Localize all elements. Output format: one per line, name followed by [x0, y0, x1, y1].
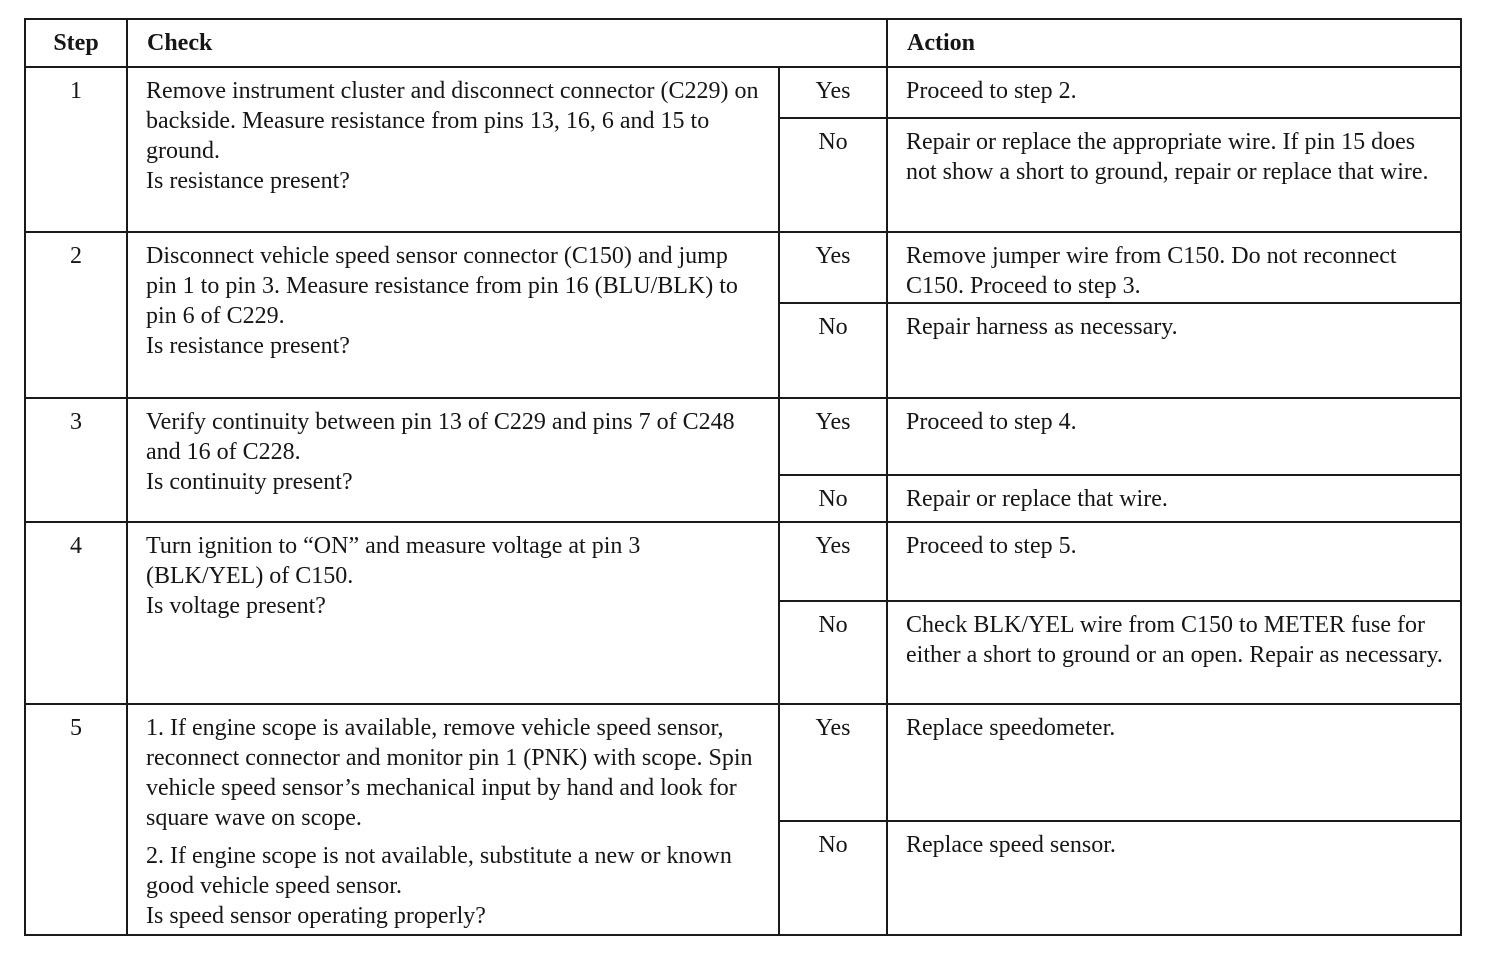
- yes-action: Replace speedometer.: [887, 704, 1461, 821]
- check-question: Is voltage present?: [146, 593, 326, 619]
- check-text-paragraph-1: 1. If engine scope is available, remove vehicle speed sensor, reconnect connector and monitor pin 1 (PNK) with scope. Spin vehicle speed sensor’s mechanical input by hand and look for square wave on scope.: [146, 715, 753, 831]
- header-check: Check: [127, 19, 887, 67]
- check-text: Remove instrument cluster and disconnect connector (C229) on backside. Measure resistance from pins 13, 16, 6 and 15 to ground.: [146, 78, 759, 164]
- check-text: Turn ignition to “ON” and measure voltage at pin 3 (BLK/YEL) of C150.: [146, 533, 641, 589]
- check-cell: [127, 67, 779, 232]
- no-label: No: [779, 601, 887, 704]
- check-text: Verify continuity between pin 13 of C229 and pins 7 of C248 and 16 of C228.: [146, 409, 735, 465]
- step-number: 4: [25, 522, 127, 704]
- step-2-yes-row: [25, 232, 1461, 303]
- check-cell: [127, 232, 779, 398]
- check-cell: [127, 704, 779, 935]
- yes-action: Proceed to step 2.: [887, 67, 1461, 118]
- troubleshooting-table-page: [24, 18, 1460, 936]
- no-label: No: [779, 821, 887, 935]
- no-action: Repair harness as necessary.: [887, 303, 1461, 398]
- yes-action: Proceed to step 5.: [887, 522, 1461, 601]
- header-step: Step: [25, 19, 127, 67]
- step-5-yes-row: [25, 704, 1461, 821]
- check-text-paragraph-2: 2. If engine scope is not available, substitute a new or known good vehicle speed sensor.: [146, 843, 732, 899]
- check-cell: [127, 522, 779, 704]
- header-row: [25, 19, 1461, 67]
- no-action: Replace speed sensor.: [887, 821, 1461, 935]
- yes-label: Yes: [779, 67, 887, 118]
- no-label: No: [779, 303, 887, 398]
- check-question: Is resistance present?: [146, 168, 350, 194]
- step-3-yes-row: [25, 398, 1461, 475]
- yes-label: Yes: [779, 522, 887, 601]
- step-number: 3: [25, 398, 127, 522]
- no-action: Check BLK/YEL wire from C150 to METER fuse for either a short to ground or an open. Repair as necessary.: [887, 601, 1461, 704]
- check-text: Disconnect vehicle speed sensor connector (C150) and jump pin 1 to pin 3. Measure resistance from pin 16 (BLU/BLK) to pin 6 of C229.: [146, 243, 738, 329]
- step-4-yes-row: [25, 522, 1461, 601]
- check-question: Is resistance present?: [146, 333, 350, 359]
- no-label: No: [779, 118, 887, 232]
- yes-label: Yes: [779, 232, 887, 303]
- yes-action: Remove jumper wire from C150. Do not reconnect C150. Proceed to step 3.: [887, 232, 1461, 303]
- step-number: 1: [25, 67, 127, 232]
- check-question: Is continuity present?: [146, 469, 353, 495]
- troubleshooting-table: [24, 18, 1462, 936]
- step-1-yes-row: [25, 67, 1461, 118]
- step-number: 2: [25, 232, 127, 398]
- step-number: 5: [25, 704, 127, 935]
- no-action: Repair or replace that wire.: [887, 475, 1461, 522]
- yes-action: Proceed to step 4.: [887, 398, 1461, 475]
- no-label: No: [779, 475, 887, 522]
- header-action: Action: [887, 19, 1461, 67]
- yes-label: Yes: [779, 398, 887, 475]
- check-question: Is speed sensor operating properly?: [146, 903, 486, 929]
- yes-label: Yes: [779, 704, 887, 821]
- no-action: Repair or replace the appropriate wire. If pin 15 does not show a short to ground, repair or replace that wire.: [887, 118, 1461, 232]
- check-cell: [127, 398, 779, 522]
